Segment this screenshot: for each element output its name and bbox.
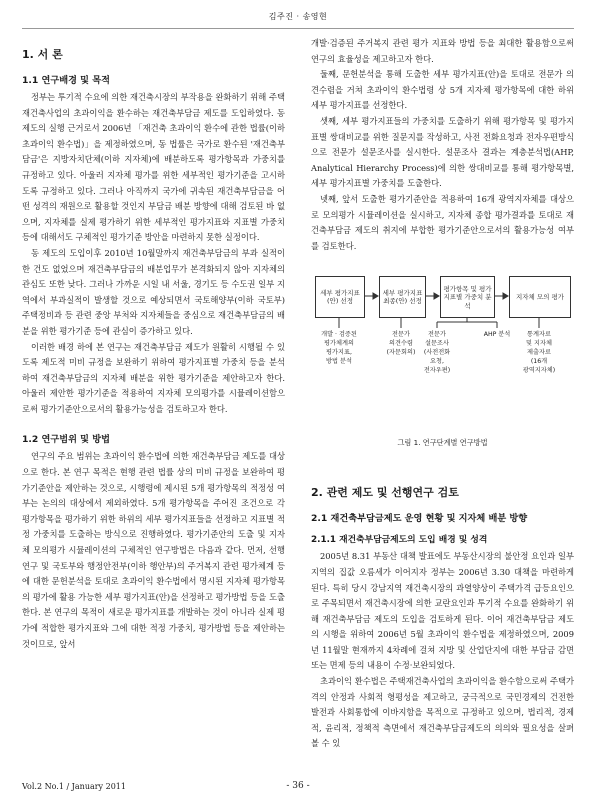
subsection-1-2-title: 1.2 연구범위 및 방법 bbox=[22, 434, 110, 446]
header-rule bbox=[22, 28, 574, 29]
journal-issue: Vol.2 No.1 / January 2011 bbox=[22, 782, 126, 791]
arrow-3-head bbox=[503, 293, 508, 299]
step-box-4: 지자체 모의 평가 bbox=[509, 276, 571, 318]
arrow-2-head bbox=[434, 293, 439, 299]
paragraph: 동 제도의 도입이후 2010년 10월말까지 재건축부담금의 부과 실적이 한 건도 없었으며 재건축부담금의 배분업무가 본격화되지 않아 지자체의 관심도 또한 낮다. 그러나 가까운 시일 내 서울, 경기도 등 수도권 일부 지역에서 부과실적이 발생할 것으로 예상되면서 국토해양부(이하 국토부) 주택정비과 등 관련 중앙 부처와 지자체들을 중심으로 재건축부담금의 배분을 위한 평가기준 등에 관심이 증가하고 있다. bbox=[22, 247, 285, 336]
step-box-2: 세부 평가지표 최종(안) 선정 bbox=[379, 276, 426, 318]
section-1-title: 1. 서 론 bbox=[22, 48, 63, 61]
step-1-detail: 개발 · 검증된 평가체계의 평가지표, 방법 분석 bbox=[321, 331, 357, 366]
step-2-detail: 전문가 의견수렴 (자문회의) bbox=[386, 331, 416, 357]
section-2-title: 2. 관련 제도 및 선행연구 검토 bbox=[311, 486, 459, 500]
arrow-1-head bbox=[373, 293, 378, 299]
paragraph: 초과이익 환수법은 주택재건축사업의 초과이익을 환수함으로써 주택가격의 안정과 사회적 형평성을 제고하고, 궁극적으로 국민경제의 건전한 발전과 사회통합에 이바지함을 목적으로 규정하고 있으며, 법리적, 경제적, 윤리적, 정책적 측면에서 재건축부담금제도의 의의와 필요성을 살펴볼 수 있 bbox=[311, 676, 574, 749]
subsection-1-1-title: 1.1 연구배경 및 목적 bbox=[22, 75, 110, 86]
step-3-detail: 전문가 설문조사 (사전전화 요청, 전자우편) bbox=[423, 331, 451, 375]
paragraph: 정부는 투기적 수요에 의한 재건축시장의 부작용을 완화하기 위해 주택재건축사업의 초과이익을 환수하는 재건축부담금 제도를 도입하였다. 동 제도의 실행 근거로서 2006년 「재건축 초과이익 환수에 관한 법률(이하 초과이익 환수법)」을 제정하였으며, 동 법률은 국가로 환수된 '재건축부담금'은 지방자치단체(이하 지자체)에 배분하도록 평가항목과 가중치를 규정하고 있다. 아울러 지자체 평가를 위한 세부적인 평가기준을 고시하도록 규정하고 있다. 그러나 아직까지 국가에 귀속된 재건축부담금을 어떤 성격의 재원으로 활용할 것인지 부담금 배분 방향에 대해 검토된 바 없으며, 지자체를 실제 평가하기 위한 세부적인 평가지표와 지표별 가중치 등에 대해서도 구체적인 평가기준 방안을 마련하지 못한 실정이다. bbox=[22, 92, 285, 243]
figure-caption: 그림 1. 연구단계별 연구방법 bbox=[397, 438, 488, 448]
paragraph: 셋째, 세부 평가지표들의 가중치를 도출하기 위해 평가항목 및 평가지표별 쌍대비교를 위한 질문지를 작성하고, 사전 전화요청과 전자우편방식으로 전문가 설문조사를 실시한다. 설문조사 결과는 계층분석법(AHP, Analytical Hierarchy Process)에 의한 쌍대비교를 통해 평가항목별, 세부 평가지표별 가중치를 도출한다. bbox=[311, 115, 574, 189]
step-box-3: 평가항목 및 평가지표별 가중치 분석 bbox=[440, 276, 495, 318]
right-column bbox=[311, 36, 574, 752]
paragraph: 넷째, 앞서 도출한 평가기준안을 적용하여 16개 광역지자체를 대상으로 모의평가 시뮬레이션을 실시하고, 지자체 종합 평가결과를 토대로 재건축부담금 제도의 취지에 부합한 평가기준안으로서의 활용가능성 여부를 검토한다. bbox=[311, 193, 574, 251]
running-header: 김주진 · 송영현 bbox=[268, 12, 328, 21]
page-number: - 36 - bbox=[286, 781, 310, 791]
paragraph: 이러한 배경 하에 본 연구는 재건축부담금 제도가 원활히 시행될 수 있도록 제도적 미비 규정을 보완하기 위하여 평가지표별 가중치 등을 분석하여 재건축부담금의 지자체 배분을 위한 평가기준을 제안하고자 한다. 아울러 제안한 평가기준을 적용하여 지자체 모의평가를 시뮬레이션함으로써 평가기준안으로서의 활용가능성을 검토하고자 한다. bbox=[22, 341, 285, 414]
figure-1-research-method bbox=[311, 266, 574, 476]
subsection-2-1-1-title: 2.1.1 재건축부담금제도의 도입 배경 및 성격 bbox=[311, 535, 488, 546]
step-4-detail: 통계자료 및 지자체 제출자료 (16개 광역지자체) bbox=[522, 331, 556, 375]
paragraph: 2005년 8.31 부동산 대책 발표에도 부동산시장의 불안정 요인과 일부 지역의 집값 오름세가 이어지자 정부는 2006년 3.30 대책을 마련하게 된다. 특히 당시 강남지역 재건축시장의 과열양상이 주택가격 급등요인으로 주목되면서 재건축시장에 의한 교란요인과 투기적 수요를 완화하기 위해 재건축부담금 제도의 도입을 검토하게 된다. 이어 재건축부담금 제도의 시행을 위하여 2006년 5월 초과이익 환수법을 제정하였으며, 2009년 11월말 현재까지 4차례에 걸쳐 지방 및 산업단지에 대한 부담금 감면 또는 면제 등의 내용이 수정·보완되었다. bbox=[311, 551, 574, 671]
paragraph: 연구의 주요 범위는 초과이익 환수법에 의한 재건축부담금 제도를 대상으로 한다. 본 연구 목적은 현행 관련 법률 상의 미비 규정을 보완하여 평가기준안을 제안하는 것으로, 시행령에 제시된 5개 평가항목의 적정성 여부는 논의의 대상에서 제외하였다. 5개 평가항목을 주어진 조건으로 각 평가항목을 평가하기 위한 하위의 세부 평가지표들을 선정하고 지표별 적정 가중치를 도출하는 방식으로 진행하였다. 평가기준안의 도출 및 지자체 모의평가 시뮬레이션의 구체적인 연구방법은 다음과 같다. 먼저, 선행 연구 및 국토부와 행정안전부(이하 행안부)의 주거복지 관련 평가체계 등에 대한 문헌분석을 토대로 초과이익 환수법에서 명시된 지자체 평가항목의 평가에 활용 가능한 세부 평가지표(안)을 선정하고 평가방법 등을 도출한다. 본 연구의 목적이 새로운 평가지표를 개발하는 것이 아니라 실제 평가에 적합한 평가지표와 그에 대한 적정 가중치, 평가방법 등을 제안하는 것이므로, 앞서 bbox=[22, 451, 285, 649]
paragraph: 둘째, 문헌분석을 통해 도출한 세부 평가지표(안)을 토대로 전문가 의견수렴을 거쳐 초과이익 환수법령 상 5개 지자체 평가항목에 대한 하위 세부 평가지표를 선정한다. bbox=[311, 69, 574, 111]
step-box-1: 세부 평가지표(안) 선정 bbox=[315, 276, 365, 318]
step-3-ahp: AHP 분석 bbox=[483, 331, 511, 339]
left-column bbox=[22, 36, 285, 652]
paragraph: 개발·검증된 주거복지 관련 평가 지표와 방법 등을 최대한 활용함으로써 연구의 효율성을 제고하고자 한다. bbox=[311, 38, 574, 64]
subsection-2-1-title: 2.1 재건축부담금제도 운영 현황 및 지자체 배분 방향 bbox=[311, 513, 528, 525]
